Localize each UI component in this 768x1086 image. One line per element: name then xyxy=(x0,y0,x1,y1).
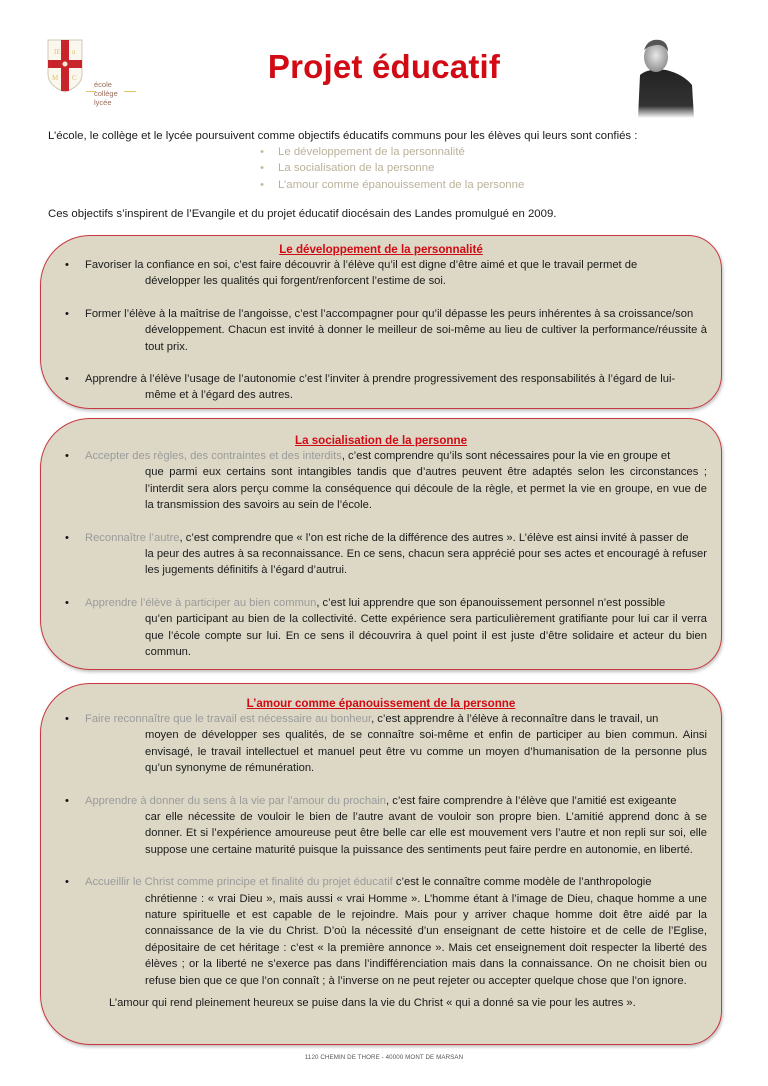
item-text-rest: moyen de développer ses qualités, de se connaître soi-même et enfin de participer au bien commun. Ainsi envisagé, le travail intellectuel et manuel peut être vu comme un moyen d’humanisation de la personne plus qu’un synonyme de rémunération. xyxy=(145,729,707,775)
item-text: , c’est faire comprendre à l’élève que l’amitié est exigeante xyxy=(386,794,677,807)
bullet-icon: • xyxy=(65,531,69,544)
item-lead: Accepter des règles, des contraintes et des interdits xyxy=(85,450,342,462)
list-item xyxy=(41,711,721,777)
list-item xyxy=(41,257,721,290)
portrait-photo xyxy=(628,30,698,120)
list-item xyxy=(41,306,721,355)
list-item xyxy=(41,371,721,404)
svg-text:M: M xyxy=(52,74,59,82)
item-text-rest: développer les qualités qui forgent/renforcent l’estime de soi. xyxy=(145,275,446,288)
logo-line-college: collège xyxy=(94,89,118,98)
bullet-icon: • xyxy=(65,307,69,320)
section-box-socialisation xyxy=(40,418,722,670)
item-text-rest: la peur des autres à sa reconnaissance. En ce sens, chacun sera apprécié pour ses actes et encouragé à refuser les jugements définitifs à l’égard d’autrui. xyxy=(145,548,707,577)
bullet-icon: • xyxy=(65,794,69,807)
item-lead: Reconnaître l’autre xyxy=(85,531,180,544)
item-text: c’est le connaître comme modèle de l’anthropologie xyxy=(392,876,652,889)
logo-line-ecole: école xyxy=(94,80,112,89)
item-text: Apprendre à l’élève l’usage de l’autonomie c’est l’inviter à prendre progressivement des responsabilités à l’égard de lui- xyxy=(85,373,676,386)
list-item xyxy=(41,448,721,514)
objective-item: • Le développement de la personnalité xyxy=(48,144,728,160)
section-box-amour xyxy=(40,683,722,1045)
svg-text:IE: IE xyxy=(54,48,61,56)
list-item xyxy=(41,793,721,859)
list-item xyxy=(41,874,721,989)
bullet-icon: • xyxy=(65,713,69,725)
item-text-rest: même et à l’égard des autres. xyxy=(145,389,293,402)
item-text: , c’est lui apprendre que son épanouissement personnel n’est possible xyxy=(316,596,666,609)
page-title: Projet éducatif xyxy=(267,48,501,85)
svg-text:u: u xyxy=(72,48,76,56)
bullet-icon: • xyxy=(65,373,69,386)
bullet-icon: • xyxy=(65,876,69,889)
section-title: L’amour comme épanouissement de la personne xyxy=(246,697,516,710)
item-lead: Apprendre à donner du sens à la vie par l’amour du prochain xyxy=(85,794,387,807)
bullet-icon: • xyxy=(65,259,69,271)
item-text-rest: développement. Chacun est invité à donner le meilleur de soi-même au lieu de cultiver la performance/réussite à tout prix. xyxy=(145,324,707,353)
section-title: La socialisation de la personne xyxy=(294,434,468,447)
objective-item: • La socialisation de la personne xyxy=(48,160,728,176)
intro-paragraph: L’école, le collège et le lycée poursuivent comme objectifs éducatifs communs pour les élèves qui leurs sont confiés : xyxy=(48,130,638,142)
svg-text:C: C xyxy=(72,74,77,82)
intro xyxy=(48,128,728,193)
section-title: Le développement de la personnalité xyxy=(279,243,483,256)
item-text-rest: que parmi eux certains sont intangibles tandis que d’autres peuvent être adaptés selon les circonstances ; l’interdit sera alors perçu comme la conséquence qui découle de la règle, et permet la vie en groupe, en vue de la transmission des savoirs au sein de l’école. xyxy=(145,466,707,512)
item-text: , c’est comprendre qu’ils sont nécessaires pour la vie en groupe et xyxy=(341,450,671,462)
logo-line-lycee: lycée xyxy=(94,98,112,107)
bullet-icon: • xyxy=(65,450,69,462)
item-text: Former l’élève à la maîtrise de l’angoisse, c’est l’accompagner pour qu’il dépasse les peurs inhérentes à sa croissance/son xyxy=(85,307,694,320)
list-item xyxy=(41,530,721,579)
objectives-list xyxy=(48,144,728,193)
item-lead: Faire reconnaître que le travail est nécessaire au bonheur xyxy=(85,713,372,725)
item-text-rest: chrétienne : « vrai Dieu », mais aussi « vrai Homme ». L’homme étant à l’image de Dieu, chaque homme a une nature spirituelle et est capable de le rejoindre. Mais pour y arriver chaque homme doit être aidé par la connaissance de la vie du Christ. D’où la nécessité d’un enseignant de cette histoire et de celle de l’Eglise, dépositaire de cet héritage : c’est « la première annonce ». Mais cet enseignement doit respecter la liberté des élèves ; or la liberté ne s’exerce pas dans l’indifférenciation mais dans la connaissance. On ne choisit bien ou refuse bien que ce que l’on connaît ; à l’inverse on ne peut rejeter ou accepter quelque chose que l’on ignore. xyxy=(145,892,707,987)
intro-paragraph-2: Ces objectifs s’inspirent de l’Evangile et du projet éducatif diocésain des Landes promulgué en 2009. xyxy=(48,208,557,220)
bullet-icon: • xyxy=(65,596,69,609)
item-lead: Apprendre l’élève à participer au bien commun xyxy=(85,596,317,609)
footer-address: 1120 CHEMIN DE THORE - 40000 MONT DE MARSAN xyxy=(304,1054,464,1061)
item-text-rest: car elle nécessite de vouloir le bien de l’autre avant de vouloir son propre bien. L’amitié apprend donc à se donner. Et si l’expérience amoureuse peut être belle car elle est mouvement vers l’autre et non repli sur soi, elle suppose une certaine maturité puisque la puissance des sentiments peut faire perdre en autonomie, en liberté. xyxy=(145,811,707,856)
item-text: , c’est apprendre à l’élève à reconnaître dans le travail, un xyxy=(371,713,659,725)
objective-item: • L’amour comme épanouissement de la personne xyxy=(48,177,728,193)
section-box-personnalite xyxy=(40,235,722,409)
item-lead: Accueillir le Christ comme principe et finalité du projet éducatif xyxy=(85,876,393,889)
item-text: , c’est comprendre que « l’on est riche de la différence des autres ». L’élève est ainsi invité à passer de xyxy=(179,531,689,544)
list-item xyxy=(41,595,721,661)
item-text-rest: qu’en participant au bien de la collectivité. Cette expérience sera particulièrement gratifiante pour lui car il verra que l’école compte sur lui. En ce sens il découvrira à quel point il est juste d’être solidaire et acteur du bien commun. xyxy=(145,613,707,659)
item-text: Favoriser la confiance en soi, c’est faire découvrir à l’élève qu’il est digne d’être aimé et que le travail permet de xyxy=(85,259,638,271)
closing-statement: L’amour qui rend pleinement heureux se puise dans la vie du Christ « qui a donné sa vie pour les autres ». xyxy=(109,997,636,1010)
